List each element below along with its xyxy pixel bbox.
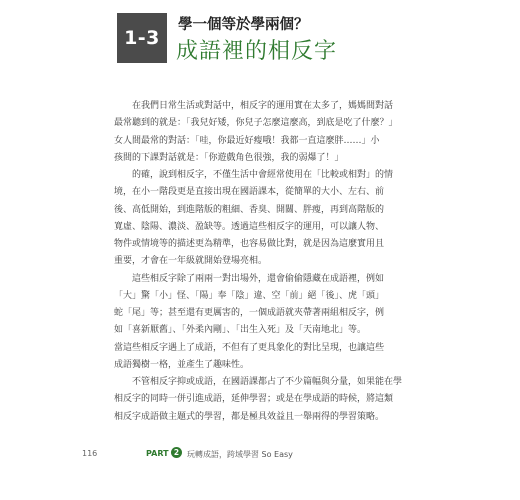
part-number-badge: 2 [171, 447, 182, 458]
text-line: 重要，才會在一年級就開始登場亮相。 [114, 256, 268, 267]
text-line: 的確，說到相反字，不僅生活中會經常使用在「比較或相對」的情 [132, 170, 394, 180]
part-title: 玩轉成語，跨域學習 So Easy [187, 450, 293, 459]
paragraph-3 [114, 271, 414, 375]
text-line: 物件或情境等的描述更為精準，也容易做比對，就是因為這麼實用且 [114, 239, 385, 249]
page-number: 116 [82, 449, 98, 458]
text-line: 成語獨樹一格，並產生了趣味性。 [114, 359, 250, 370]
paragraph-4 [114, 374, 414, 426]
text-line: 不管相反字抑或成語，在國語課都占了不少篇幅與分量，如果能在學 [132, 377, 403, 387]
text-line: 當這些相反字遇上了成語，不但有了更具象化的對比呈現，也讓這些 [114, 342, 385, 353]
paragraph-2 [114, 167, 414, 271]
text-line: 相反字的同時一併引進成語，延伸學習；或是在學成語的時候，將這類 [114, 394, 394, 405]
page-footer [0, 447, 520, 461]
text-line: 如「喜新厭舊」、「外柔內剛」、「出生入死」及「天南地北」等。 [114, 325, 367, 336]
paragraph-1 [114, 98, 414, 167]
text-line: 在我們日常生活或對話中，相反字的運用實在太多了，媽媽間對話 [132, 101, 394, 111]
text-line: 寬虛、陰陽、濃淡、盈缺等。透過這些相反字的運用，可以讓人物、 [114, 221, 385, 232]
text-line: 蛇「尾」等；甚至還有更厲害的，一個成語就夾帶著兩組相反字，例 [114, 308, 385, 318]
text-line: 後、高低開始，到進階版的粗細、香臭、開關、胖瘦，再到高階版的 [114, 204, 385, 215]
text-line: 「大」驚「小」怪、「陽」奉「陰」違、空「前」絕「後」、虎「頭」 [114, 290, 385, 301]
section-title: 成語裡的相反字 [176, 39, 338, 64]
text-line: 女人間最常的對話：「哇，你最近好瘦哦！我都一直這麼胖……」小 [114, 135, 380, 146]
text-line: 這些相反字除了兩兩一對出場外，還會偷偷隱藏在成語裡，例如 [132, 273, 385, 284]
text-line: 境，在小一階段更是直接出現在國語課本，從簡單的大小、左右、前 [114, 187, 385, 198]
text-line: 孩間的下課對話就是：「你遊戲角色很強，我的弱爆了！」 [114, 152, 344, 163]
body-text [114, 98, 414, 426]
part-label: PART [146, 449, 169, 458]
section-subtitle: 學一個等於學兩個？ [178, 17, 309, 33]
text-line: 最常聽到的就是：「我兒好矮，你兒子怎麼這麼高，到底是吃了什麼？」 [114, 118, 398, 129]
text-line: 相反字成語做主題式的學習，都是極具效益且一舉兩得的學習策略。 [114, 411, 385, 422]
chapter-number-badge: 1-3 [117, 13, 167, 63]
